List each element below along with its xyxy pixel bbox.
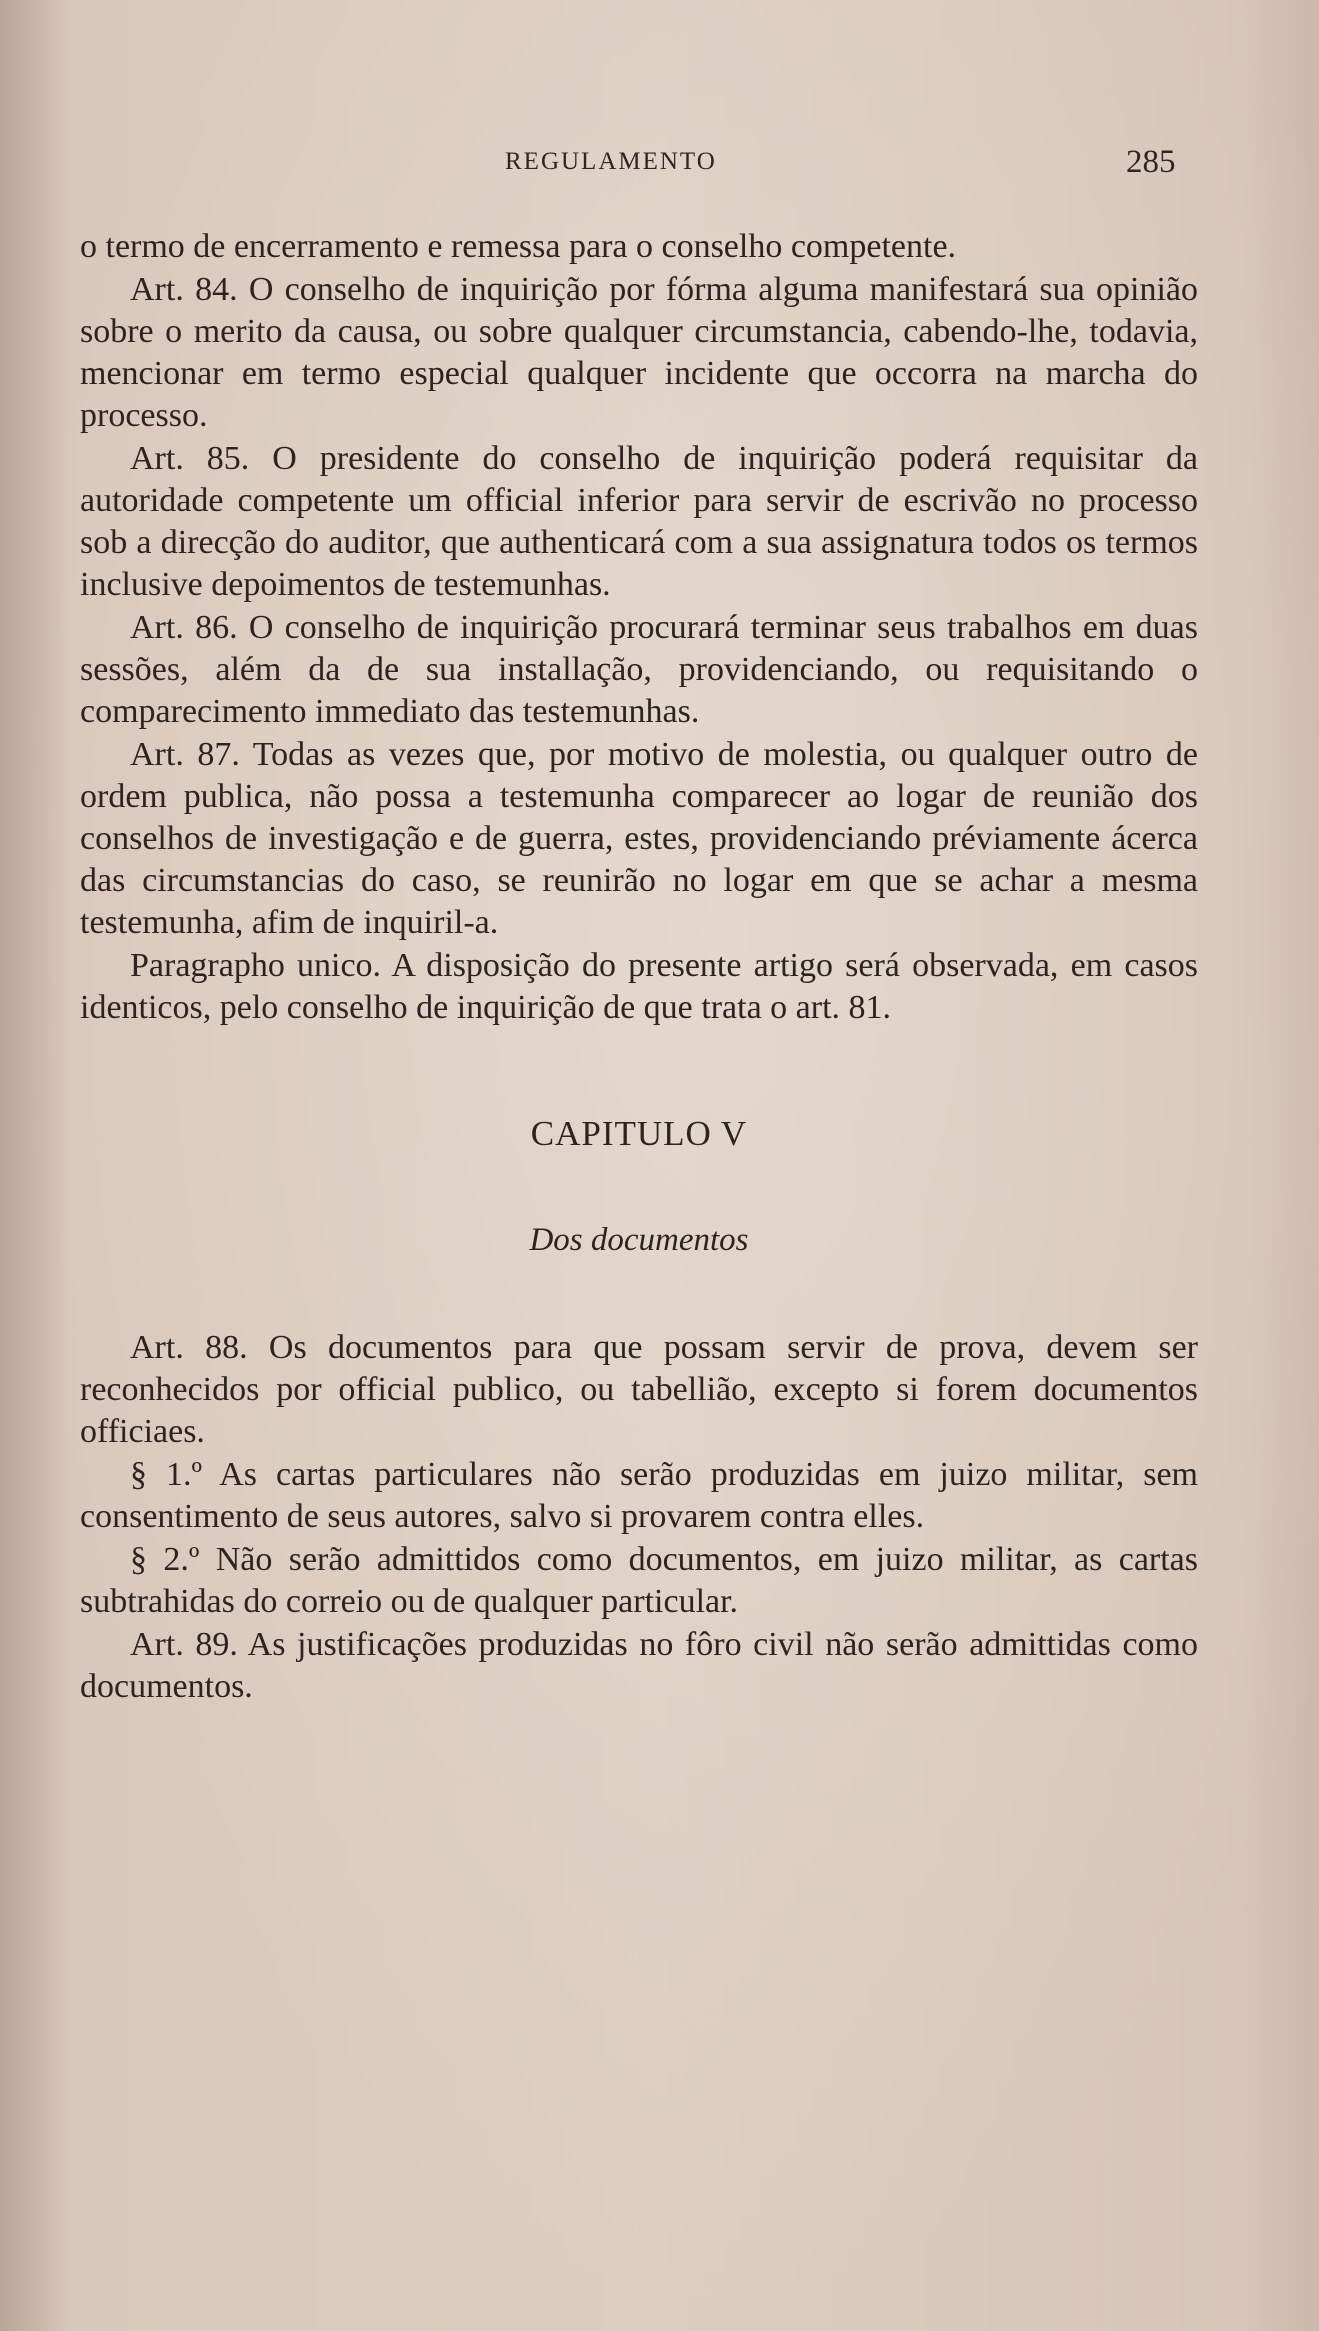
paragraph-continuation: o termo de encerramento e remessa para o conselho competente.	[80, 228, 957, 265]
section-title: Dos documentos	[529, 1222, 749, 1258]
article-88: Art. 88. Os documentos para que possam servir de prova, devem ser reconhecidos por official publico, ou tabellião, excepto si forem documentos officiaes.	[80, 1329, 1198, 1450]
article-88-section-2: § 2.º Não serão admittidos como documentos, em juizo militar, as cartas subtrahidas do correio ou de qualquer particular.	[80, 1541, 1198, 1620]
running-title: REGULAMENTO	[505, 148, 717, 175]
article-86: Art. 86. O conselho de inquirição procurará terminar seus trabalhos em duas sessões, além da de sua installação, providenciando, ou requisitando o comparecimento immediato das testemunhas.	[80, 609, 1198, 730]
article-88-section-1: § 1.º As cartas particulares não serão produzidas em juizo militar, sem consentimento de seus autores, salvo si provarem contra elles.	[80, 1456, 1198, 1535]
page-number: 285	[1126, 144, 1176, 180]
body-text	[80, 226, 1198, 1709]
page-header	[0, 144, 1319, 188]
article-87: Art. 87. Todas as vezes que, por motivo de molestia, ou qualquer outro de ordem publica, não possa a testemunha comparecer ao logar de reunião dos conselhos de investigação e de guerra, estes, providenciando préviamente ácerca das circumstancias do caso, se reunirão no logar em que se achar a mesma testemunha, afim de inquiril-a.	[80, 736, 1198, 941]
chapter-heading: CAPITULO V	[530, 1114, 748, 1153]
article-85: Art. 85. O presidente do conselho de inquirição poderá requisitar da autoridade competente um official inferior para servir de escrivão no processo sob a direcção do auditor, que authenticará com a sua assignatura todos os termos inclusive depoimentos de testemunhas.	[80, 440, 1198, 603]
article-87-single-paragraph: Paragrapho unico. A disposição do presente artigo será observada, em casos identicos, pelo conselho de inquirição de que trata o art. 81.	[80, 947, 1198, 1026]
page-spine-shadow	[0, 0, 70, 2331]
article-89: Art. 89. As justificações produzidas no fôro civil não serão admittidas como documentos.	[80, 1626, 1198, 1705]
article-84: Art. 84. O conselho de inquirição por fórma alguma manifestará sua opinião sobre o merito da causa, ou sobre qualquer circumstancia, cabendo-lhe, todavia, mencionar em termo especial qualquer incidente que occorra na marcha do processo.	[80, 271, 1198, 434]
